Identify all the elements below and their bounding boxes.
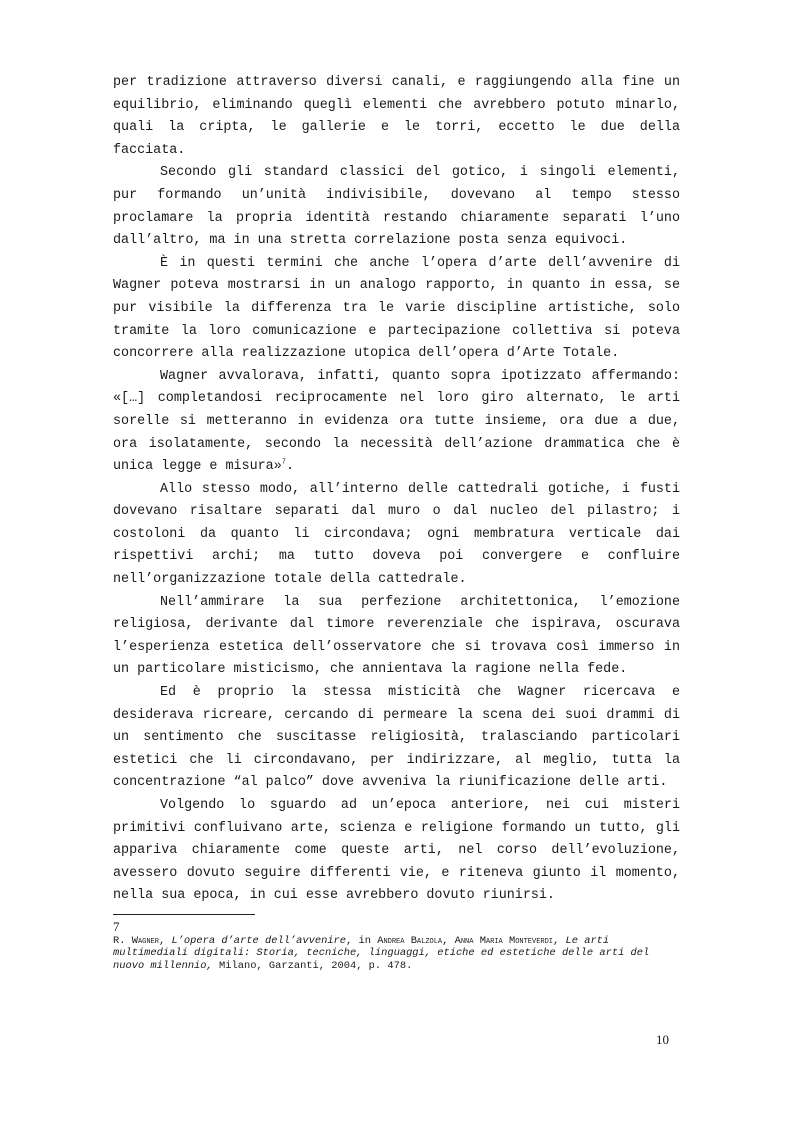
paragraph-7: Ed è proprio la stessa misticità che Wagner ricercava e desiderava ricreare, cercando di permeare la scena dei suoi drammi di un sentimento che suscitasse religiosità, tralasciando particolari estetici che li circondavano, per indirizzare, al meglio, tutta la concentrazione “al palco” dove avveniva la riunificazione delle arti. — [113, 685, 680, 791]
footnote-reference[interactable]: 7 — [281, 458, 286, 467]
page-number: 10 — [656, 1032, 669, 1047]
paragraph-4-text: Wagner avvalorava, infatti, quanto sopra ipotizzato affermando: «[…] completandosi reciprocamente nel loro giro alternato, le arti sorelle si metteranno in evidenza ora tutte insieme, ora due a due, ora isolatamente, secondo la necessità dell’azione drammatica che è unica legge e misura» — [113, 368, 680, 475]
footnote-author-monteverdi: Anna Maria Monteverdi — [454, 935, 554, 947]
paragraph-5: Allo stesso modo, all’interno delle cattedrali gotiche, i fusti dovevano risaltare separati dal muro o dal nucleo del pilastro; i costoloni da quanto li circondava; ogni membratura verticale dai rispettivi archi; ma tutto doveva poi convergere e confluire nell’organizzazione totale della cattedrale. — [113, 481, 680, 588]
paragraph-1: per tradizione attraverso diversi canali, e raggiungendo alla fine un equilibrio, eliminando queglì elementi che avrebbero potuto minarlo, quali la cripta, le gallerie e le torri, eccetto le due della facciata. — [113, 75, 680, 158]
footnote-author-balzola: Andrea Balzola — [377, 935, 443, 947]
body-text — [113, 72, 680, 908]
paragraph-6: Nell’ammirare la sua perfezione architettonica, l’emozione religiosa, derivante dal timore reverenziale che ispirava, oscurava l’esperienza estetica dell’osservatore che si trovava così immerso in un particolare misticismo, che annientava la ragione nella fede. — [113, 594, 680, 678]
footnote-author-wagner: R. Wagner — [113, 935, 159, 947]
footnote-separator-text: , in — [346, 935, 378, 947]
paragraph-4-end: . — [285, 459, 294, 475]
paragraph-2: Secondo gli standard classici del gotico, i singoli elementi, pur formando un’unità indivisibile, dovevano al tempo stesso proclamare la propria identità restando chiaramente separati l’uno dall’altro, ma in una stretta correlazione posta senza equivoci. — [113, 165, 680, 249]
footnote-separator-text: , — [442, 935, 455, 947]
footnote-title-2: Le arti multimediali digitali: Storia, tecniche, linguaggi, etiche ed estetiche delle arti del nuovo millennio, — [113, 935, 650, 972]
paragraph-4 — [113, 366, 680, 479]
footnote-separator-text: , — [553, 935, 566, 947]
footnote-publication: Milano, Garzanti, 2004, p. 478. — [212, 959, 413, 972]
paragraph-8: Volgendo lo sguardo ad un’epoca anteriore, nei cui misteri primitivi confluivano arte, scienza e religione formando un tutto, gli appariva chiaramente come queste arti, nel corso dell’evoluzione, avessero dovuto seguire differenti vie, e riteneva giunto il momento, nella sua epoca, in cui esse avrebbero dovuto riunirsi. — [113, 798, 680, 904]
paragraph-3: È in questi termini che anche l’opera d’arte dell’avvenire di Wagner poteva mostrarsi in un analogo rapporto, in quanto in essa, se pur visibile la differenza tra le varie discipline artistiche, solo tramite la loro comunicazione e partecipazione collettiva si poteva concorrere alla realizzazione utopica dell’opera d’Arte Totale. — [113, 255, 680, 362]
footnote-separator — [113, 914, 255, 915]
footnote-number: 7 — [113, 919, 120, 934]
footnote-text — [113, 935, 680, 972]
footnote-title-1: L’opera d’arte dell’avvenire — [171, 935, 347, 947]
footnote-separator-text: , — [158, 935, 172, 947]
